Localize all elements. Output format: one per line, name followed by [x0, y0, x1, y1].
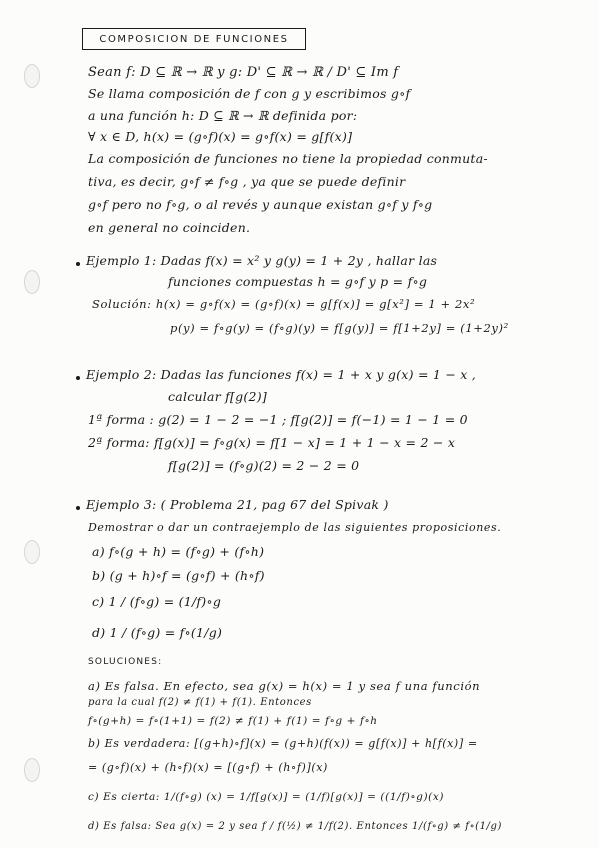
ejemplo3-line: a) f∘(g + h) = (f∘g) + (f∘h) — [92, 544, 265, 559]
ejemplo1-line: p(y) = f∘g(y) = (f∘g)(y) = f[g(y)] = f[1+2y] = (1+2y)² — [170, 321, 509, 335]
ejemplo3-line: b) (g + h)∘f = (g∘f) + (h∘f) — [92, 568, 265, 583]
intro-line: Sean f: D ⊆ ℝ → ℝ y g: D' ⊆ ℝ → ℝ / D' ⊆ Im f — [88, 65, 399, 80]
soluciones-label: SOLUCIONES: — [88, 657, 163, 667]
ejemplo1-line: Solución: h(x) = g∘f(x) = (g∘f)(x) = g[f(x)] = g[x²] = 1 + 2x² — [92, 297, 476, 311]
binder-hole-3 — [24, 540, 40, 564]
page-title: COMPOSICION DE FUNCIONES — [82, 28, 306, 50]
solucion-line: c) Es cierta: 1/(f∘g) (x) = 1/f[g(x)] = (1/f)[g(x)] = ((1/f)∘g)(x) — [88, 791, 445, 803]
intro-line: Se llama composición de f con g y escribimos g∘f — [88, 86, 411, 101]
solucion-line: a) Es falsa. En efecto, sea g(x) = h(x) = 1 y sea f una función — [88, 679, 481, 693]
intro-line: La composición de funciones no tiene la propiedad conmuta- — [88, 151, 488, 166]
solucion-line: d) Es falsa: Sea g(x) = 2 y sea f / f(½) ≠ 1/f(2). Entonces 1/(f∘g) ≠ f∘(1/g) — [88, 821, 503, 832]
ejemplo2-line: 2ª forma: f[g(x)] = f∘g(x) = f[1 − x] = 1 + 1 − x = 2 − x — [88, 435, 456, 450]
ejemplo3-line: Ejemplo 3: ( Problema 21, pag 67 del Spivak ) — [86, 497, 389, 512]
intro-line: en general no coinciden. — [88, 220, 251, 235]
intro-line: ∀ x ∈ D, h(x) = (g∘f)(x) = g∘f(x) = g[f(x)] — [88, 129, 353, 144]
intro-line: a una función h: D ⊆ ℝ → ℝ definida por: — [88, 108, 358, 123]
ejemplo2-line: 1ª forma : g(2) = 1 − 2 = −1 ; f[g(2)] = f(−1) = 1 − 1 = 0 — [88, 412, 468, 427]
intro-line: tiva, es decir, g∘f ≠ f∘g , ya que se puede definir — [88, 174, 406, 189]
bullet — [76, 506, 80, 510]
binder-hole-2 — [24, 270, 40, 294]
ejemplo3-line: c) 1 / (f∘g) = (1/f)∘g — [92, 594, 222, 609]
binder-hole-4 — [24, 758, 40, 782]
ejemplo2-line: f[g(2)] = (f∘g)(2) = 2 − 2 = 0 — [168, 458, 360, 473]
binder-hole-1 — [24, 64, 40, 88]
ejemplo3-line: d) 1 / (f∘g) = f∘(1/g) — [92, 625, 223, 640]
ejemplo2-line: calcular f[g(2)] — [168, 389, 267, 404]
solucion-line: = (g∘f)(x) + (h∘f)(x) = [(g∘f) + (h∘f)](x) — [88, 761, 328, 774]
intro-line: g∘f pero no f∘g, o al revés y aunque existan g∘f y f∘g — [88, 197, 433, 212]
solucion-line: f∘(g+h) = f∘(1+1) = f(2) ≠ f(1) + f(1) = f∘g + f∘h — [88, 715, 378, 727]
solucion-line: b) Es verdadera: [(g+h)∘f](x) = (g+h)(f(x)) = g[f(x)] + h[f(x)] = — [88, 737, 478, 750]
solucion-line: para la cual f(2) ≠ f(1) + f(1). Entonces — [88, 697, 312, 708]
bullet — [76, 376, 80, 380]
ejemplo3-line: Demostrar o dar un contraejemplo de las siguientes proposiciones. — [88, 521, 502, 534]
ejemplo1-line: funciones compuestas h = g∘f y p = f∘g — [168, 274, 428, 289]
bullet — [76, 262, 80, 266]
ejemplo2-line: Ejemplo 2: Dadas las funciones f(x) = 1 + x y g(x) = 1 − x , — [86, 367, 477, 382]
ejemplo1-line: Ejemplo 1: Dadas f(x) = x² y g(y) = 1 + 2y , hallar las — [86, 253, 438, 268]
